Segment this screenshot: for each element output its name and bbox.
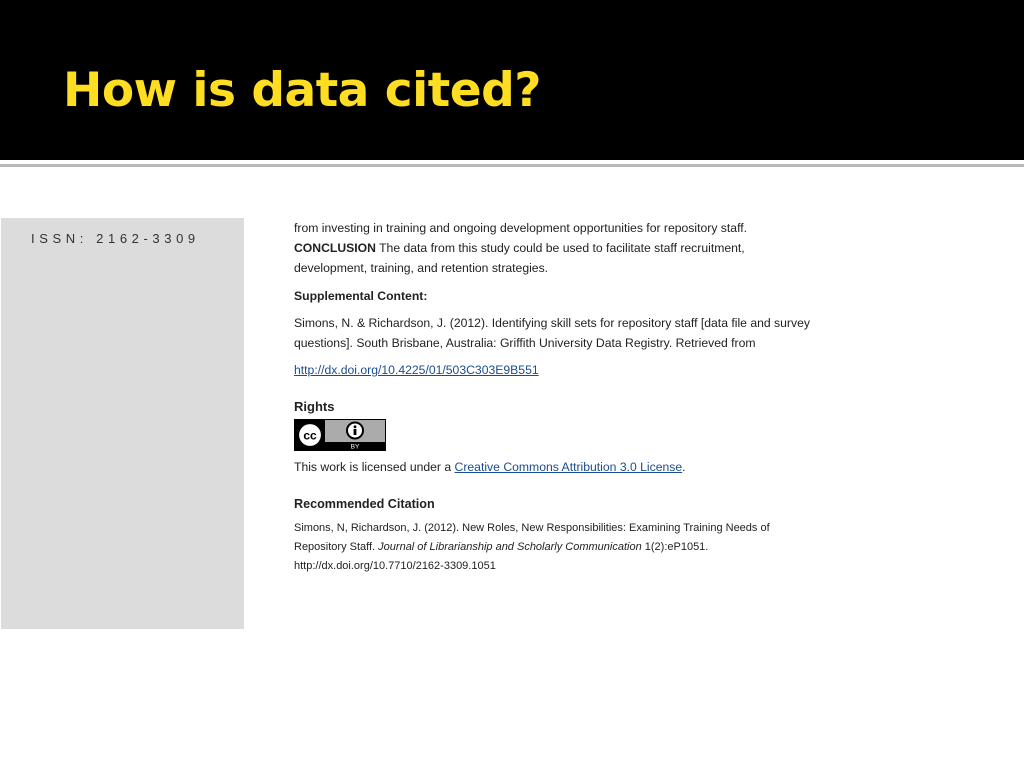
- license-suffix: .: [682, 460, 686, 474]
- svg-text:cc: cc: [303, 428, 317, 443]
- license-statement: [294, 457, 814, 477]
- citation-journal: Journal of Librarianship and Scholarly Communication: [378, 541, 642, 553]
- license-prefix: This work is licensed under a: [294, 460, 455, 474]
- citation-issue: 1(2):eP1051.: [641, 541, 709, 553]
- supplemental-reference: Simons, N. & Richardson, J. (2012). Identifying skill sets for repository staff [data file and survey questions]. South Brisbane, Australia: Griffith University Data Registry. Retrieved from: [294, 316, 810, 350]
- creative-commons-by-icon[interactable]: [294, 419, 386, 451]
- supplemental-heading: Supplemental Content:: [294, 289, 428, 303]
- article-content: [294, 218, 814, 576]
- conclusion-paragraph: [294, 238, 814, 278]
- rights-heading: Rights: [294, 399, 335, 414]
- conclusion-label: CONCLUSION: [294, 241, 376, 255]
- issn-sidebar: [1, 218, 244, 629]
- cc-by-label: BY: [350, 443, 360, 451]
- supplemental-url-paragraph: [294, 360, 814, 380]
- conclusion-text: The data from this study could be used to facilitate staff recruitment, development, training, and retention strategies.: [294, 241, 745, 275]
- issn-label: ISSN: 2162-3309: [31, 231, 200, 246]
- supplemental-url-link[interactable]: http://dx.doi.org/10.4225/01/503C303E9B551: [294, 363, 539, 377]
- license-link[interactable]: Creative Commons Attribution 3.0 License: [454, 460, 683, 474]
- header-divider: [0, 164, 1024, 167]
- citation-doi: http://dx.doi.org/10.7710/2162-3309.1051: [294, 560, 496, 572]
- recommended-citation-heading: Recommended Citation: [294, 497, 435, 511]
- slide-title: How is data cited?: [63, 63, 541, 118]
- recommended-citation-text: [294, 519, 814, 576]
- citation-authors-title: Simons, N, Richardson, J. (2012). New Roles, New Responsibilities: Examining Training Needs of Repository Staff.: [294, 522, 770, 553]
- abstract-end: from investing in training and ongoing development opportunities for repository staff.: [294, 221, 748, 235]
